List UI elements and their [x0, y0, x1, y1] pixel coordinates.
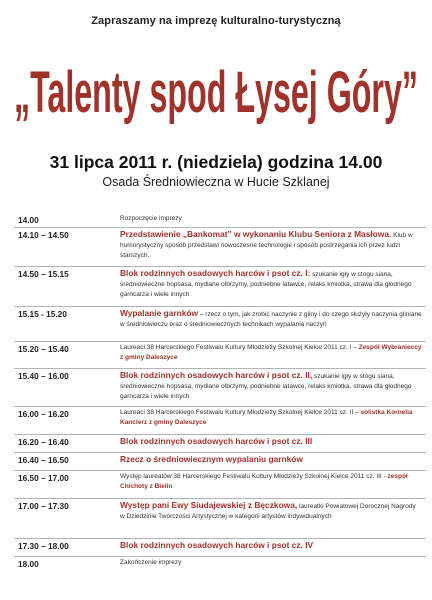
schedule-row: [14, 470, 426, 498]
row-description: [120, 214, 422, 224]
row-highlight: Zespół Wybranieccy z gminy Daleszyce: [120, 344, 422, 361]
row-highlight: solistka Kornelia Kanclerz z gminy Daleszyce: [120, 409, 413, 426]
row-description: [120, 436, 422, 448]
row-text: Klub w humorystyczny sposób przedstawi nowoczesne technologie i sposób postrzegania ich przez ludzi starszych.: [120, 232, 413, 259]
row-highlight: Występ pani Ewy Siudajewskiej z Bęczkowa,: [120, 500, 298, 510]
invitation-line: Zapraszamy na imprezę kulturalno-turystyczną: [91, 15, 341, 27]
row-time: 16.00 – 16.20: [18, 409, 69, 419]
row-description: [120, 500, 422, 522]
row-description: [120, 308, 422, 330]
schedule-table: [14, 213, 426, 572]
event-venue: Osada Średniowieczna w Hucie Szklanej: [102, 175, 330, 189]
schedule-row: [14, 452, 426, 470]
row-text: Zakończenie imprezy: [120, 559, 182, 566]
schedule-row: [14, 227, 426, 266]
row-text: Rozpoczęcie imprezy: [120, 215, 182, 222]
row-highlight: Blok rodzinnych osadowych harców i psot cz. III: [120, 436, 313, 446]
schedule-row: [14, 406, 426, 434]
event-date: 31 lipca 2011 r. (niedziela) godzina 14.00: [49, 152, 383, 172]
row-time: 15.20 – 15.40: [18, 344, 69, 354]
row-description: [120, 558, 422, 568]
row-highlight: zespół Chichoty z Bielin: [120, 473, 408, 490]
row-text: laureatki Powiatowej Dorocznej Nagrody w Dziedzinie Twórczości Artystycznej w kategorii artystów indywidualnych: [120, 503, 416, 520]
row-text: Występ laureatów 38 Harcerskiego Festiwalu Kultury Młodzieży Szkolnej Kielce 2011 cz. III -: [120, 473, 388, 480]
row-description: [120, 408, 422, 428]
row-highlight: Rzecz o średniowiecznym wypalaniu garnków: [120, 454, 303, 464]
row-text: Laureaci 38 Harcerskiego Festiwalu Kultury Młodzieży Szkolnej Kielce 2011 cz. II –: [120, 409, 361, 416]
row-text: Laureaci 38 Harcerskiego Festiwalu Kultury Młodzieży Szkolnej Kielce 2011 cz. I –: [120, 344, 359, 351]
row-time: 14.50 – 15.15: [18, 269, 69, 279]
row-time: 17.00 – 17.30: [18, 501, 69, 511]
schedule-row: [14, 341, 426, 368]
row-description: [120, 454, 422, 466]
row-text: – rzecz o tym, jak zrobić naczynie z gliny i do czego służyły naczynia gliniane w średniowieczu oraz o średniowiecznych technikach wypalania naczyń: [120, 311, 422, 328]
row-text: szukanie igły w stogu siana, średniowieczne hopsasa, mydlane olbrzymy, podniebne latawce, relaks kmiotka, strawa dla głodnego garncarza i wiele innych: [120, 373, 412, 400]
row-highlight: Wypalanie garnków: [120, 308, 199, 318]
row-highlight: Blok rodzinnych osadowych harców i psot cz. IV: [120, 540, 314, 550]
schedule-row: [14, 213, 426, 227]
row-time: 15.15 - 15.20: [18, 309, 67, 319]
row-highlight: Blok rodzinnych osadowych harców i psot cz. II,: [120, 370, 313, 380]
row-description: [120, 472, 422, 492]
schedule-row: [14, 556, 426, 572]
row-time: 16.40 – 16.50: [18, 455, 69, 465]
row-time: 18.00: [18, 559, 39, 569]
event-title: [8, 36, 424, 140]
row-highlight: Przedstawienie „Bankomat” w wykonaniu Klubu Seniora z Masłowa.: [120, 229, 392, 239]
event-title-text: „Talenty spod Łysej Góry”: [14, 60, 419, 125]
schedule-row: [14, 538, 426, 556]
row-time: 15.40 – 16.00: [18, 371, 69, 381]
row-time: 16.50 – 17.00: [18, 473, 69, 483]
row-description: [120, 229, 422, 261]
row-description: [120, 343, 422, 363]
row-description: [120, 540, 422, 552]
schedule-row: [14, 306, 426, 341]
schedule-row: [14, 434, 426, 452]
row-highlight: Blok rodzinnych osadowych harców i psot cz. I:: [120, 268, 311, 278]
row-time: 14.10 – 14.50: [18, 230, 69, 240]
row-description: [120, 268, 422, 300]
event-title-graphic: [8, 36, 424, 140]
row-time: 16.20 – 16.40: [18, 437, 69, 447]
schedule-row: [14, 266, 426, 306]
row-description: [120, 370, 422, 402]
row-time: 14.00: [18, 215, 39, 225]
row-text: szukanie igły w stogu siana, średniowieczne hopsasa, mydlane olbrzymy, podniebne latawce, relaks kmiotka, strawa dla głodnego garncarza i wiele innych: [120, 271, 412, 298]
row-time: 17.30 – 18.00: [18, 541, 69, 551]
schedule-row: [14, 498, 426, 538]
schedule-row: [14, 368, 426, 406]
